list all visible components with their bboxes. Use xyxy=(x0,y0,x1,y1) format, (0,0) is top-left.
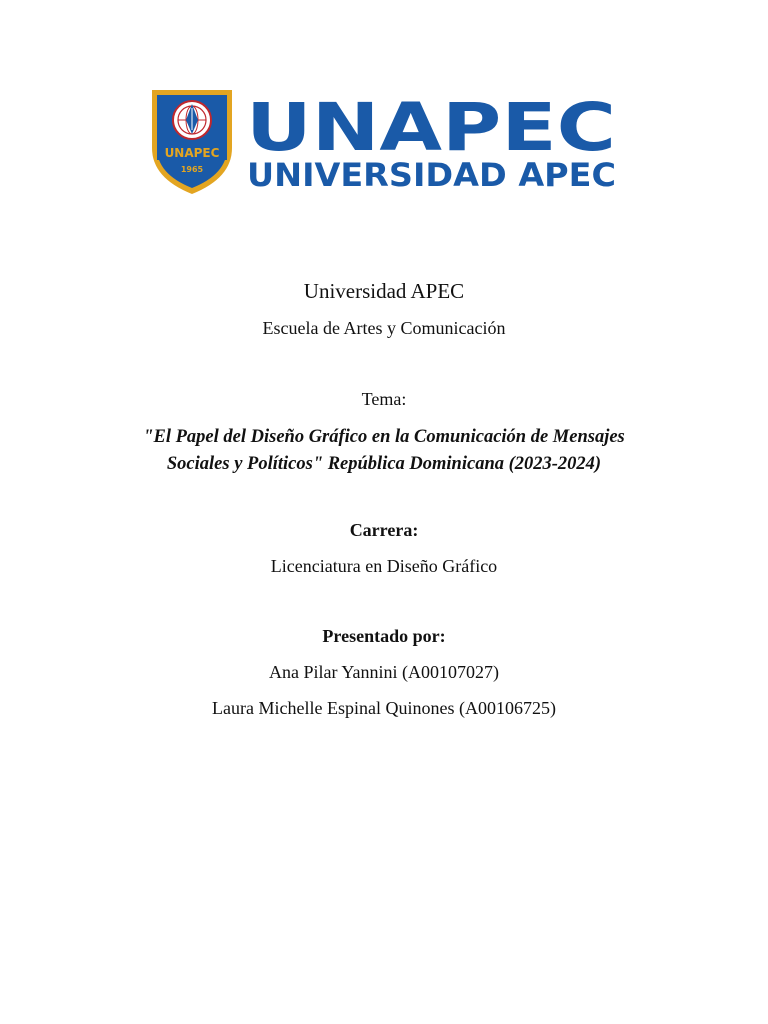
presented-by-label: Presentado por: xyxy=(322,626,446,646)
shield-emblem xyxy=(152,90,232,194)
logo-wordmark: UNAPEC xyxy=(246,89,616,166)
topic-title xyxy=(0,424,768,478)
shield-year: 1965 xyxy=(180,165,204,174)
author-2: Laura Michelle Espinal Quinones (A00106725) xyxy=(212,698,556,718)
school-name: Escuela de Artes y Comunicación xyxy=(262,318,506,338)
topic-title-line-2: Sociales y Políticos" República Dominicana (2023-2024) xyxy=(166,454,602,474)
author-1: Ana Pilar Yannini (A00107027) xyxy=(269,662,499,682)
unapec-logo xyxy=(148,86,620,198)
logo-subtitle: UNIVERSIDAD APEC xyxy=(247,156,616,194)
shield-text: UNAPEC xyxy=(164,146,220,160)
topic-title-line-1: "El Papel del Diseño Gráfico en la Comunicación de Mensajes xyxy=(143,427,625,447)
career-value: Licenciatura en Diseño Gráfico xyxy=(270,556,498,576)
topic-label: Tema: xyxy=(361,389,407,409)
university-name: Universidad APEC xyxy=(303,279,465,303)
career-label: Carrera: xyxy=(349,520,419,540)
